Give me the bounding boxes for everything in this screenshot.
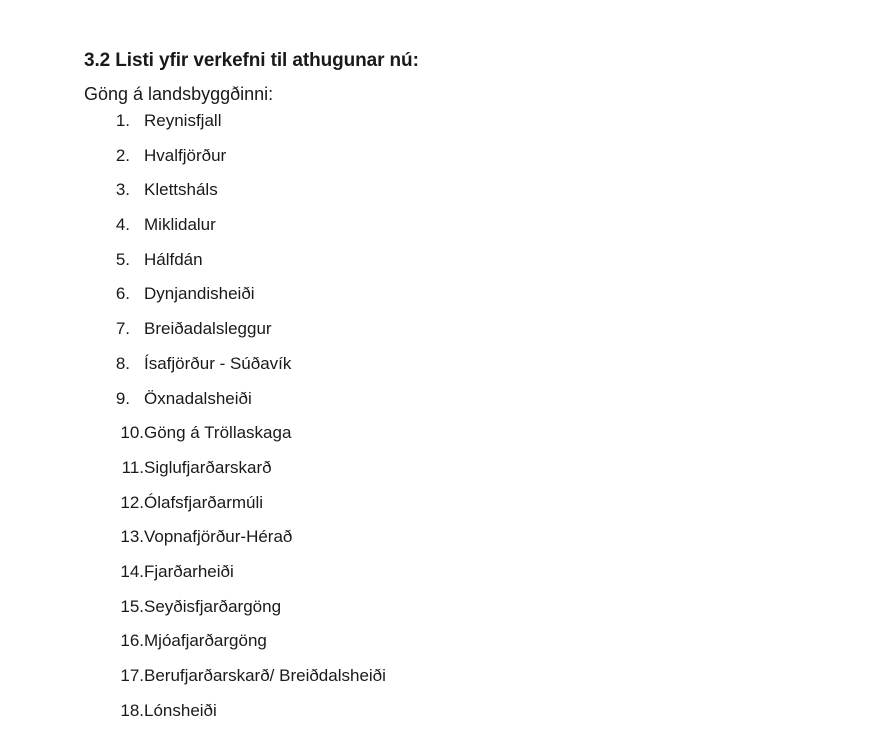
list-item <box>84 214 864 249</box>
list-item-number: 5. <box>115 249 130 269</box>
list-item <box>84 249 864 284</box>
list-item-number: 11. <box>121 457 144 477</box>
list-item-number: 13. <box>120 527 144 547</box>
list-item-number: 8. <box>115 353 130 373</box>
list-item-label: Lónsheiði <box>144 700 217 720</box>
list-item-number: 14. <box>120 561 144 581</box>
list-item <box>84 179 864 214</box>
list-item-label: Klettsháls <box>144 180 218 200</box>
list-item-number: 18. <box>120 700 144 720</box>
list-item-number: 10. <box>120 423 144 443</box>
list-item-label: Ísafjörður - Súðavík <box>144 353 292 373</box>
list-item-label: Ólafsfjarðarmúli <box>144 492 264 512</box>
list-item-label: Hálfdán <box>144 249 203 269</box>
list-item-label: Hvalfjörður <box>144 145 227 165</box>
list-item <box>84 388 864 423</box>
list-item-number: 3. <box>115 180 130 200</box>
list-item-number: 16. <box>120 631 144 651</box>
list-item-number: 12. <box>120 492 144 512</box>
list-item-number: 4. <box>115 215 130 235</box>
list-item-label: Fjarðarheiði <box>144 561 234 581</box>
list-item <box>84 526 864 561</box>
list-item <box>84 318 864 353</box>
list-item-label: Miklidalur <box>144 215 216 235</box>
list-item <box>84 630 864 665</box>
list-item-number: 2. <box>115 145 130 165</box>
list-item-label: Seyðisfjarðargöng <box>144 596 282 616</box>
list-item <box>84 353 864 388</box>
list-item <box>84 596 864 631</box>
list-item-label: Göng á Tröllaskaga <box>144 423 292 443</box>
list-item-label: Berufjarðarskarð/ Breiðdalsheiði <box>144 666 386 685</box>
list-item <box>84 283 864 318</box>
list-item-label: Mjóafjarðargöng <box>144 631 267 651</box>
list-item-label: Breiðadalsleggur <box>144 319 272 339</box>
list-item-number: 6. <box>115 284 130 304</box>
list-item <box>84 457 864 492</box>
list-subheading: Göng á landsbyggðinni: <box>84 84 274 104</box>
list-item-number: 9. <box>115 388 130 408</box>
list-item-label: Vopnafjörður-Hérað <box>144 527 293 547</box>
list-item <box>84 665 864 700</box>
list-item-label: Siglufjarðarskarð <box>144 457 272 477</box>
list-item <box>84 110 864 145</box>
list-item-number: 17. <box>120 666 144 685</box>
list-item <box>84 422 864 457</box>
list-item <box>84 700 864 735</box>
list-item-number: 1. <box>115 111 130 130</box>
document-page <box>84 48 864 734</box>
list-item <box>84 561 864 596</box>
list-item-label: Dynjandisheiði <box>144 284 255 304</box>
list-item-number: 15. <box>120 596 144 616</box>
section-heading: 3.2 Listi yfir verkefni til athugunar nú: <box>84 50 419 71</box>
tunnel-list <box>84 110 864 734</box>
list-item-label: Öxnadalsheiði <box>144 388 252 408</box>
list-item-number: 7. <box>115 319 130 339</box>
list-item <box>84 492 864 527</box>
list-item-label: Reynisfjall <box>144 111 222 130</box>
list-item <box>84 145 864 180</box>
